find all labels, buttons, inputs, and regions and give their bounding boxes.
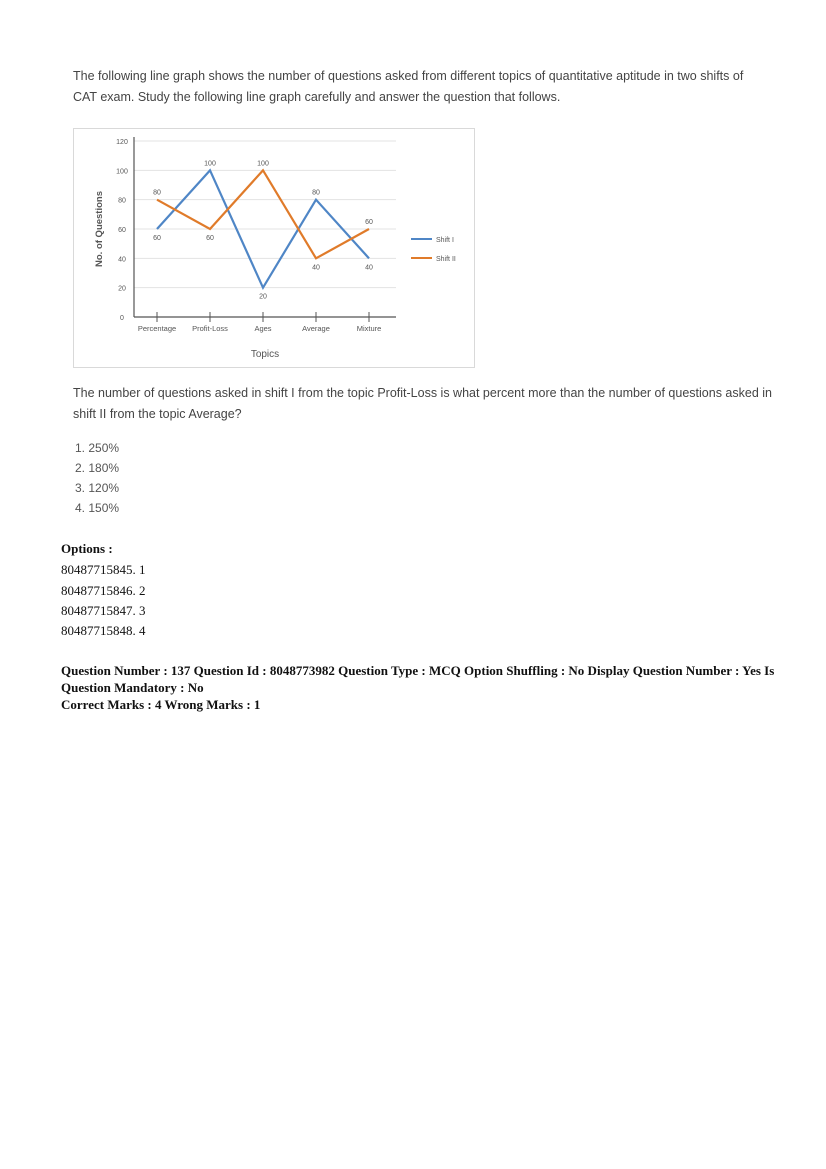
choice-1: 1. 250%	[75, 441, 120, 455]
question-info: Question Number : 137 Question Id : 8048773982 Question Type : MCQ Option Shuffling : No Display Question Number : Yes Is Question Mandatory : No	[61, 663, 775, 695]
y-axis-title: No. of Questions	[94, 191, 105, 267]
choice-3: 3. 120%	[75, 481, 120, 495]
data-label: 60	[153, 235, 161, 242]
x-tick-label: Ages	[254, 324, 272, 333]
x-tick-label: Percentage	[137, 324, 177, 333]
x-tick-label: Profit-Loss	[192, 324, 228, 333]
y-tick-label: 120	[116, 139, 128, 146]
x-axis-title: Topics	[250, 349, 280, 360]
y-tick-label: 60	[118, 227, 126, 234]
choice-4: 4. 150%	[75, 501, 120, 515]
option-2: 80487715846. 2	[61, 583, 146, 598]
data-label: 100	[204, 160, 216, 168]
options-label: Options :	[61, 541, 113, 556]
marks-info: Correct Marks : 4 Wrong Marks : 1	[61, 697, 261, 712]
y-tick-label: 0	[120, 315, 124, 322]
y-tick-label: 40	[118, 256, 126, 264]
series-line	[157, 170, 369, 258]
legend-label: Shift I	[436, 237, 454, 244]
data-label: 80	[153, 189, 161, 197]
x-tick-label: Average	[302, 324, 330, 333]
data-label: 60	[206, 235, 214, 242]
question-text: The number of questions asked in shift I from the topic Profit-Loss is what percent more than the number of questions asked in shift II from the topic Average?	[73, 386, 772, 421]
data-label: 60	[365, 219, 373, 226]
data-label: 80	[312, 189, 320, 197]
y-tick-label: 100	[116, 168, 128, 176]
answer-choices	[75, 438, 119, 518]
data-label: 40	[365, 264, 373, 272]
y-tick-label: 80	[118, 197, 126, 205]
option-4: 80487715848. 4	[61, 623, 146, 638]
choice-2: 2. 180%	[75, 461, 120, 475]
data-label: 40	[312, 264, 320, 272]
option-3: 80487715847. 3	[61, 603, 146, 618]
data-label: 20	[259, 293, 267, 301]
legend-label: Shift II	[436, 256, 456, 263]
data-label: 100	[257, 160, 269, 168]
x-tick-label: Mixture	[356, 324, 382, 333]
option-1: 80487715845. 1	[61, 562, 146, 577]
chart-svg	[74, 129, 474, 367]
y-tick-label: 20	[118, 285, 126, 293]
line-chart	[73, 128, 475, 368]
question-intro: The following line graph shows the number of questions asked from different topics of quantitative aptitude in two shifts of CAT exam. Study the following line graph carefully and answer the question that follows.	[73, 69, 744, 104]
